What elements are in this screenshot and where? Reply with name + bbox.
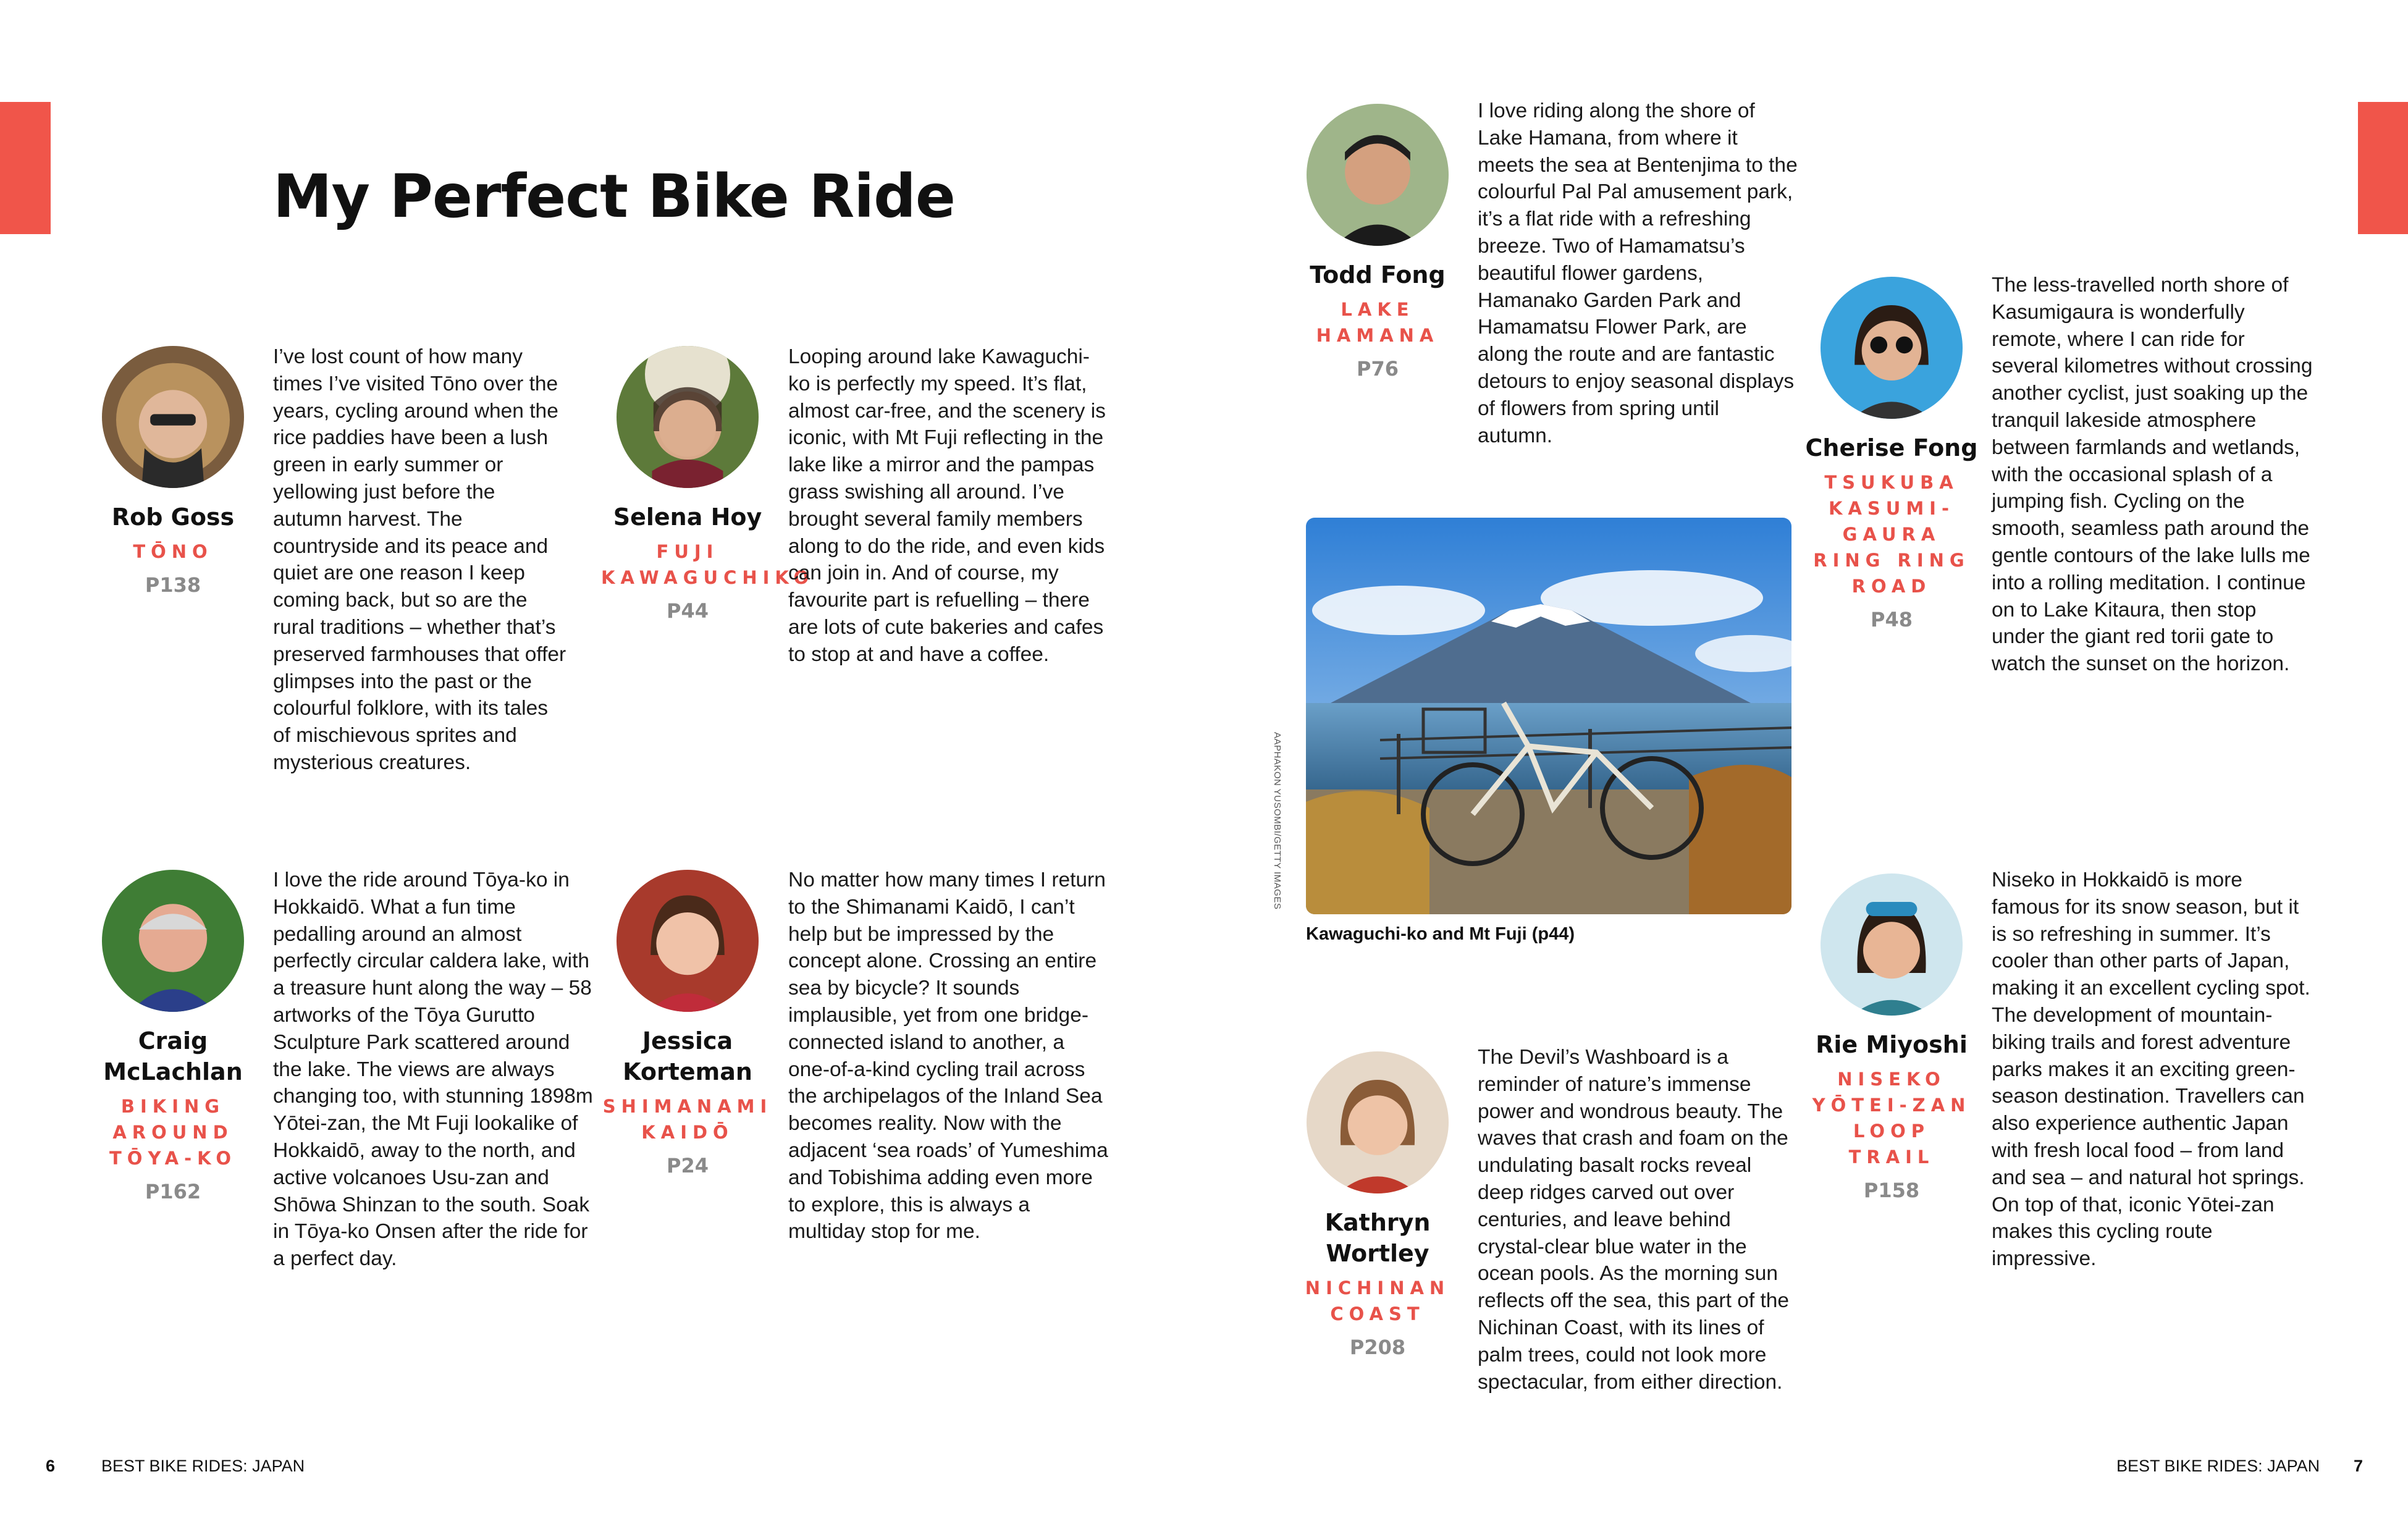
author-name: Craig McLachlan [103, 1027, 243, 1085]
right-accent-tab [2358, 102, 2408, 234]
avatar [1821, 873, 1963, 1016]
author-name: Rie Miyoshi [1816, 1031, 1968, 1058]
author-profile-kathryn-wortley [1291, 1051, 1464, 1359]
route-name: TŌNO [133, 541, 213, 562]
photo-caption: Kawaguchi-ko and Mt Fuji (p44) [1306, 924, 1575, 944]
route-name: LAKE HAMANA [1316, 299, 1439, 346]
author-name: Cherise Fong [1805, 434, 1978, 461]
page-title: My Perfect Bike Ride [273, 162, 955, 231]
author-profile-rie-miyoshi [1805, 873, 1978, 1202]
page-reference: P138 [145, 573, 201, 597]
route-name: NICHINAN COAST [1305, 1277, 1450, 1324]
route-name: BIKING AROUND TŌYA-KO [109, 1096, 237, 1169]
entry-text: I love the ride around Tōya-ko in Hokkaidō. What a fun time pedalling around an almost perfectly circular caldera lake, with a treasure hunt along the way – 58 artworks of the Tōya Gurutto Sculpture Park scattered around the lake. The views are always changing too, with stunning 1898m Yōtei-zan, the Mt Fuji lookalike of Hokkaidō, away to the north, and active volcanoes Usu-zan and Shōwa Shinzan to the south. Soak in Tōya-ko Onsen after the ride for a perfect day. [273, 869, 593, 1271]
page-reference: P44 [667, 599, 709, 623]
author-name: Todd Fong [1310, 261, 1446, 288]
photo-credit: AAPHAKON YUSOMBI/GETTY IMAGES [1272, 732, 1282, 910]
right-page-number: 7 [2354, 1457, 2364, 1475]
author-profile-selena-hoy [601, 346, 815, 623]
avatar [102, 870, 244, 1012]
kawaguchiko-bike-photo [1306, 518, 1791, 914]
author-name: Jessica Korteman [623, 1027, 752, 1085]
page-reference: P24 [667, 1154, 709, 1177]
avatar [1307, 104, 1449, 246]
entry-text: I’ve lost count of how many times I’ve visited Tōno over the years, cycling around when the rice paddies have been a lush green in early summer or yellowing just before the autumn harvest. The countryside and its peace and quiet are one reason I keep coming back, but so are the rural traditions – whether that’s preserved farmhouses that offer glimpses into the past or the colourful folklore, with its tales of mischievous sprites and mysterious creatures. [273, 345, 566, 774]
author-name: Selena Hoy [613, 503, 762, 531]
entry-text: I love riding along the shore of Lake Hamana, from where it meets the sea at Bentenjima to the colourful Pal Pal amusement park, it’s a flat ride with a refreshing breeze. Two of Hamamatsu’s beautiful flower gardens, Hamanako Garden Park and Hamamatsu Flower Park, are along the route and are fantastic detours to enjoy seasonal displays of flowers from spring until autumn. [1478, 99, 1798, 447]
author-name: Rob Goss [111, 503, 235, 531]
avatar [1307, 1051, 1449, 1193]
entry-text: No matter how many times I return to the Shimanami Kaidō, I can’t help but be impressed by the concept alone. Crossing an entire sea by bicycle? It sounds implausible, yet from one bridge-connected island to another, a one-of-a-kind cycling trail across the archipelagos of the Inland Sea becomes reality. Now with the adjacent ‘sea roads’ of Yumeshima and Tobishima adding even more to explore, this is always a multiday stop for me. [788, 869, 1108, 1244]
entry-text: The less-travelled north shore of Kasumigaura is wonderfully remote, where I can ride for several kilometres without crossing another cyclist, just soaking up the tranquil lakeside atmosphere between farmlands and wetlands, with the occasional splash of a jumping fish. Cycling on the smooth, seamless path around the gentle contours of the lake lulls me into a rolling meditation. I continue on to Lake Kitaura, then stop under the giant red torii gate to watch the sunset on the horizon. [1992, 274, 2313, 676]
author-name: Kathryn Wortley [1324, 1209, 1431, 1267]
page-reference: P158 [1863, 1179, 1920, 1202]
entry-text: Niseko in Hokkaidō is more famous for its snow season, but it is so refreshing in summer. It’s cooler than other parts of Japan, making it an excellent cycling spot. The development of mountain-biking trails and forest adventure parks makes it an exciting green-season destination. Travellers can also experience authentic Japan with fresh local food – from land and sea – and natural hot springs. On top of that, iconic Yōtei-zan makes this cycling route impressive. [1992, 869, 2310, 1271]
route-name: FUJI KAWAGUCHIKO [601, 541, 815, 588]
author-profile-craig-mclachlan [86, 870, 259, 1203]
author-profile-jessica-korteman [601, 870, 774, 1177]
avatar [1821, 277, 1963, 419]
right-running-footer: BEST BIKE RIDES: JAPAN [2116, 1457, 2320, 1475]
avatar [617, 346, 759, 488]
avatar [617, 870, 759, 1012]
entry-text: Looping around lake Kawaguchi-ko is perfectly my speed. It’s flat, almost car-free, and the scenery is iconic, with Mt Fuji reflecting in the lake like a mirror and the pampas grass swishing all around. I’ve brought several family members along to do the ride, and even kids can join in. And of course, my favourite part is refuelling – there are lots of cute bakeries and cafes to stop at and have a coffee. [788, 345, 1106, 666]
left-running-footer: BEST BIKE RIDES: JAPAN [101, 1457, 305, 1475]
page-reference: P162 [145, 1180, 201, 1203]
author-profile-todd-fong [1291, 104, 1464, 381]
avatar [102, 346, 244, 488]
page-reference: P48 [1871, 608, 1913, 631]
page-reference: P208 [1349, 1336, 1406, 1359]
route-name: TSUKUBA KASUMI-GAURA RING RING ROAD [1813, 472, 1970, 597]
author-profile-cherise-fong [1805, 277, 1978, 631]
entry-text: The Devil’s Washboard is a reminder of nature’s immense power and wondrous beauty. The waves that crash and foam on the undulating basalt rocks reveal deep ridges carved out over centuries, and leave behind crystal-clear blue water in the ocean pools. As the morning sun reflects off the sea, this part of the Nichinan Coast, with its lines of palm trees, could not look more spectacular, from either direction. [1478, 1046, 1790, 1394]
route-name: NISEKO YŌTEI-ZAN LOOP TRAIL [1812, 1069, 1971, 1168]
page-reference: P76 [1357, 357, 1399, 381]
left-page-number: 6 [46, 1457, 56, 1475]
route-name: SHIMANAMI KAIDŌ [602, 1096, 773, 1143]
author-profile-rob-goss [86, 346, 259, 597]
left-accent-tab [0, 102, 51, 234]
